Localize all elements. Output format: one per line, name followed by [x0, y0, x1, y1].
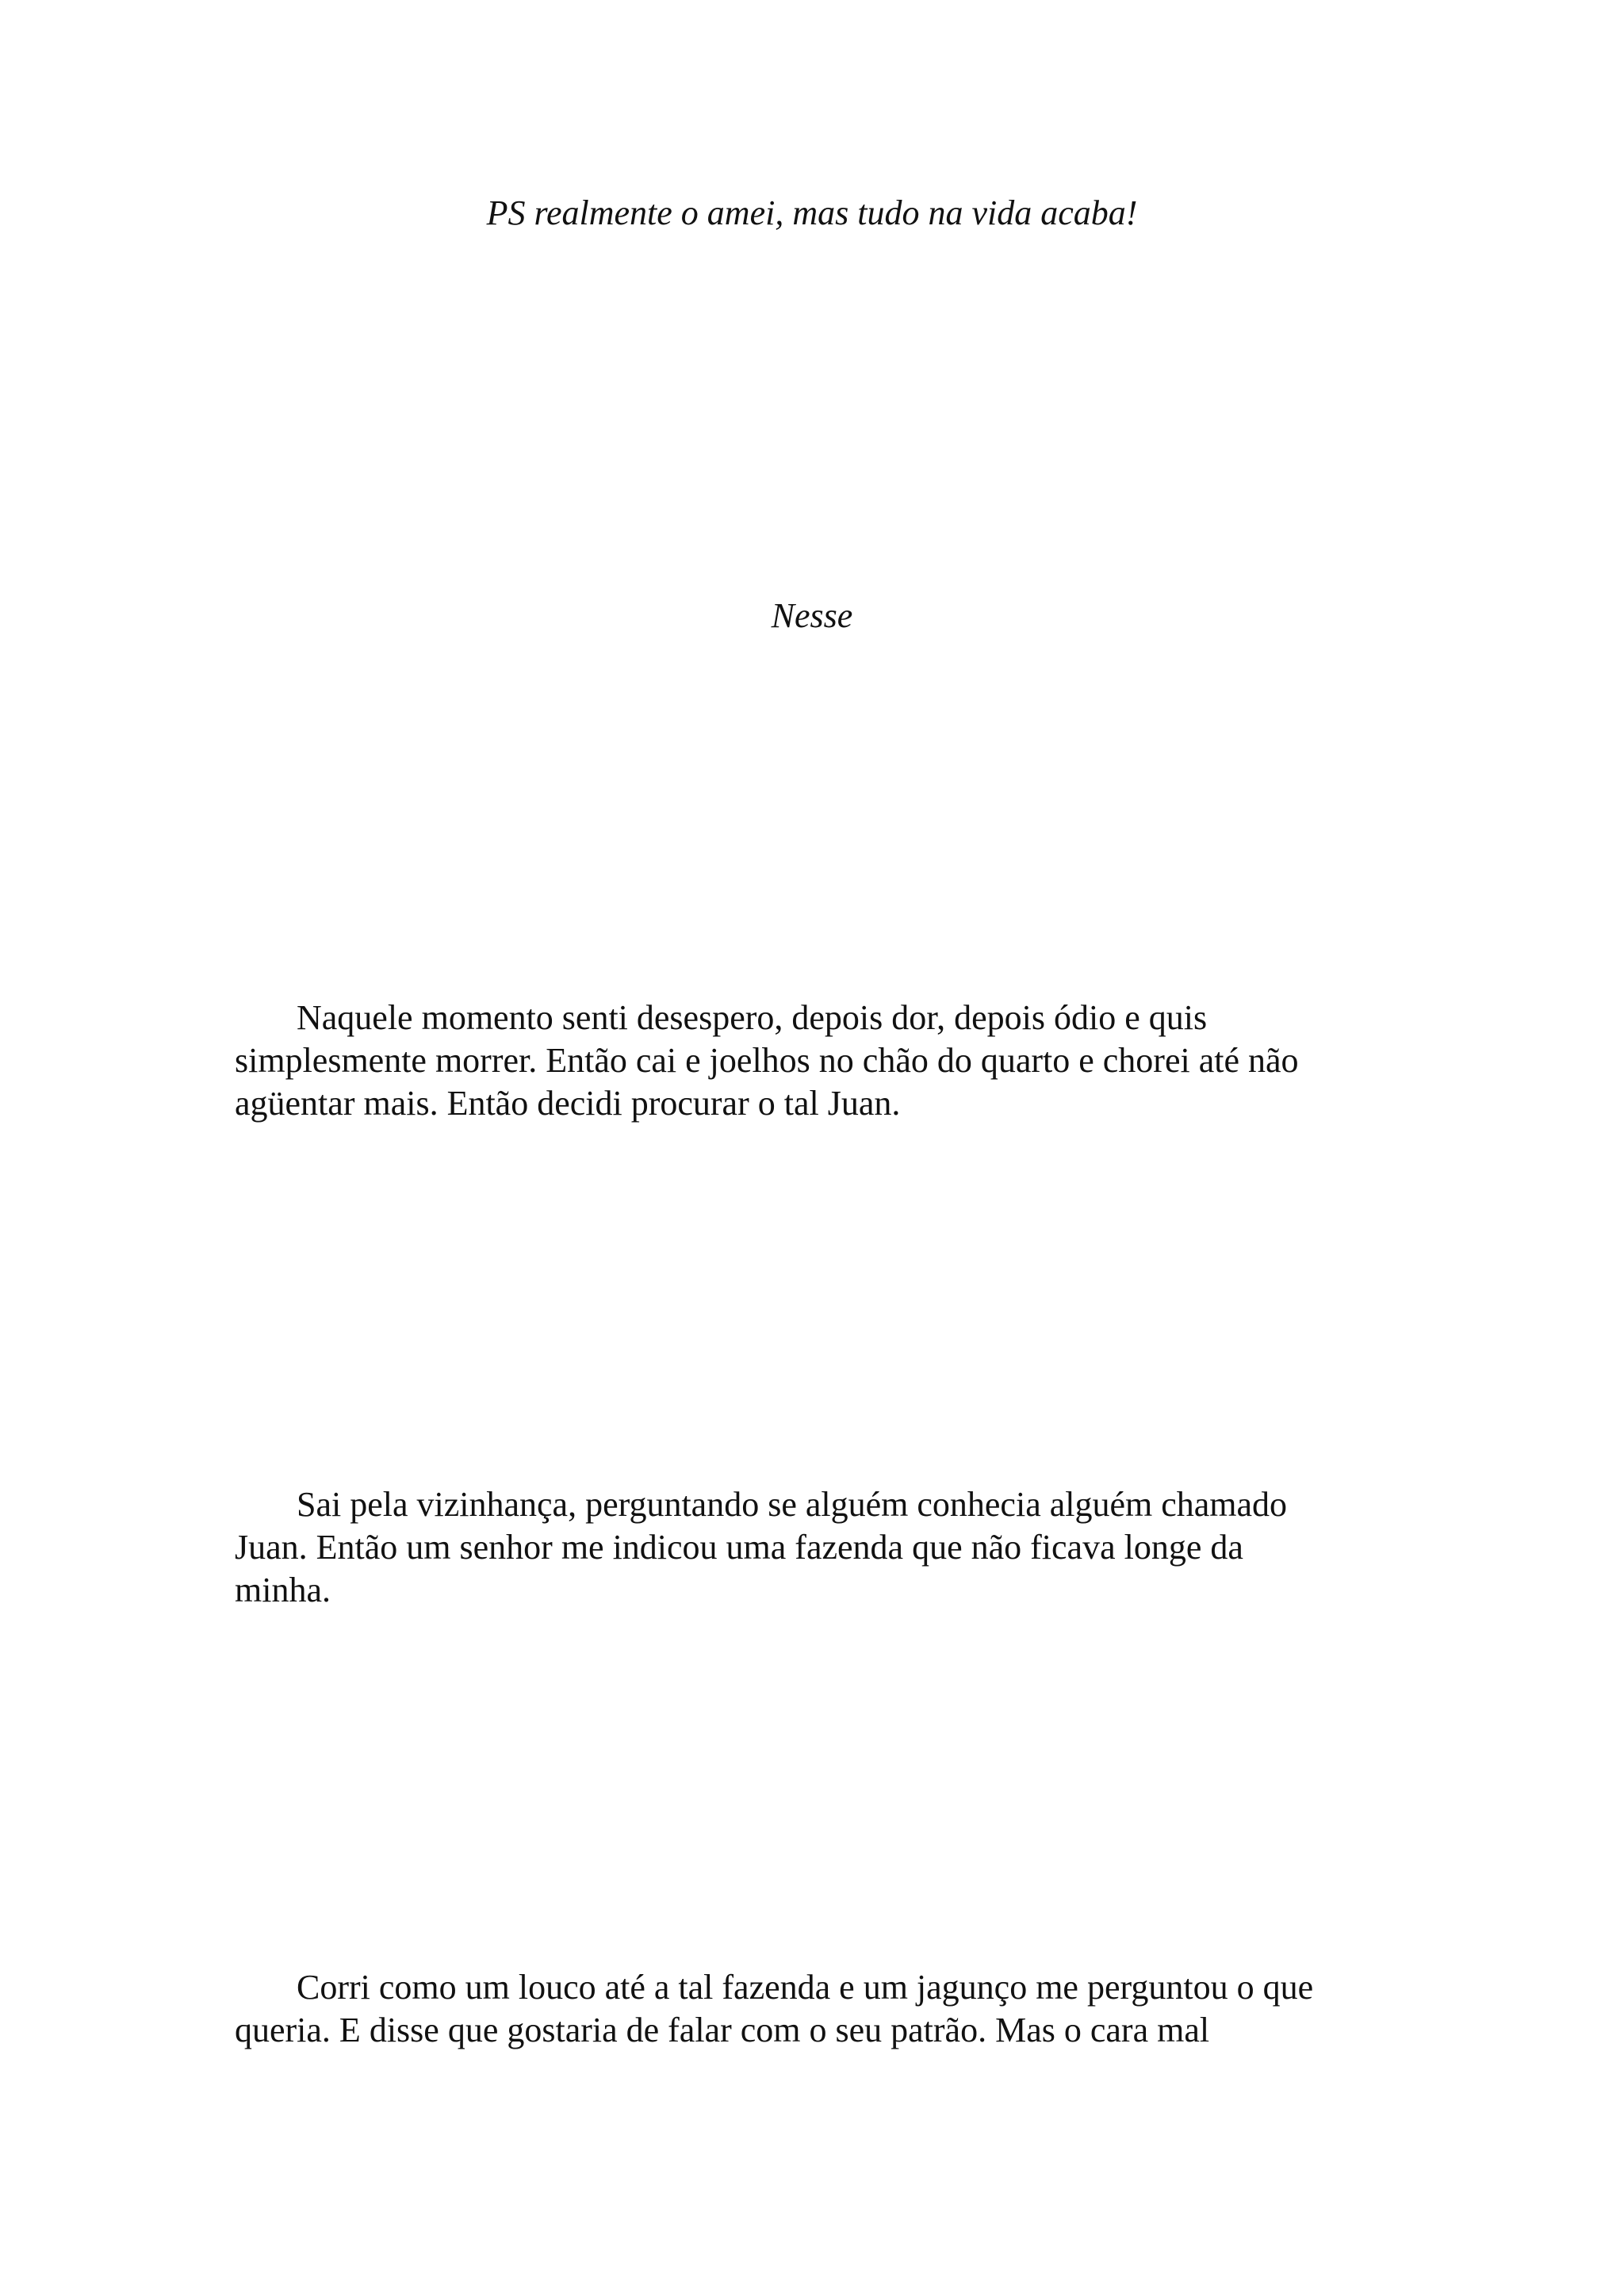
paragraph-3	[235, 1966, 1392, 2052]
paragraph-line: minha.	[235, 1571, 331, 1609]
paragraph-line: Corri como um louco até a tal fazenda e um jagunço me perguntou o que	[297, 1968, 1314, 2007]
paragraph-line: Naquele momento senti desespero, depois dor, depois ódio e quis	[297, 998, 1208, 1037]
paragraph-line: queria. E disse que gostaria de falar com o seu patrão. Mas o cara mal	[235, 2011, 1210, 2049]
paragraph-line: simplesmente morrer. Então cai e joelhos no chão do quarto e chorei até não	[235, 1041, 1299, 1080]
paragraph-1	[235, 997, 1392, 1125]
paragraph-line: Juan. Então um senhor me indicou uma fazenda que não ficava longe da	[235, 1528, 1243, 1567]
section-word: Nesse	[771, 596, 853, 635]
paragraph-line: agüentar mais. Então decidi procurar o tal Juan.	[235, 1084, 901, 1123]
paragraph-line: Sai pela vizinhança, perguntando se alguém conhecia alguém chamado	[297, 1485, 1288, 1524]
paragraph-2	[235, 1483, 1392, 1612]
ps-note: PS realmente o amei, mas tudo na vida acaba!	[486, 193, 1138, 232]
